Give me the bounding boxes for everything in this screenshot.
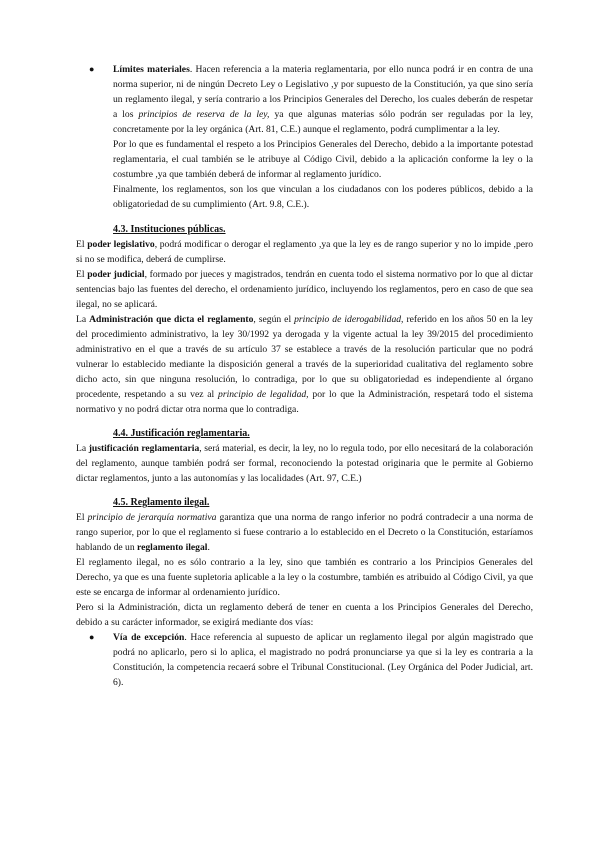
text: ya que algunas materias sólo podrán ser reguladas por la ley, concretamente por la ley orgánica (Art. 81, C.E.) aunque el reglamento, podrá cumplimentar a la ley. — [113, 109, 533, 135]
text: . Hace referencia al supuesto de aplicar un reglamento ilegal por algún magistrado que podrá no aplicarlo, pero si lo aplica, el magistrado no podrá pronunciarse ya que si la ley es contraria a la Constitución, la competencia recaerá sobre el Tribunal Constitucional. (Ley Orgánica del Poder Judicial, art. 6). — [113, 632, 533, 688]
term-poder-legislativo: poder legislativo — [87, 239, 155, 250]
bullet-via-excepcion — [76, 630, 533, 690]
text: El — [76, 239, 88, 250]
paragraph: El reglamento ilegal, no es sólo contrario a la ley, sino que también es contrario a los Principios Generales del Derecho, ya que es una fuente supletoria aplicable a la ley o la costumbre, también es atribuido al Código Civil, ya que este se encarga de informar al ordenamiento jurídico. — [76, 557, 533, 598]
paragraph: Por lo que es fundamental el respeto a los Principios Generales del Derecho, debido a la importante potestad reglamentaria, el cual también se le atribuye al Código Civil, debido a la aplicación conforme la ley o la costumbre ,ya que también deberá de informar al reglamento jurídico. — [113, 139, 533, 180]
text: El — [76, 269, 88, 280]
paragraph: Finalmente, los reglamentos, son los que vinculan a los ciudadanos con los poderes públicos, debido a la obligatoriedad de su cumplimiento (Art. 9.8, C.E.). — [113, 184, 533, 210]
term-via-excepcion: Vía de excepción — [113, 632, 185, 643]
paragraph: Pero si la Administración, dicta un reglamento deberá de tener en cuenta a los Principios Generales del Derecho, debido a su carácter informador, se exigirá mediante dos vías: — [76, 602, 533, 628]
text: La — [76, 314, 90, 325]
bullet-icon: ● — [89, 64, 95, 74]
term-justificacion: justificación reglamentaria — [88, 443, 200, 454]
text: por lo que la Administración, respetará todo el sistema normativo y no podrá dictar otra norma que lo contradiga. — [76, 389, 533, 415]
text: , formado por jueces y magistrados, tendrán en cuenta todo el sistema normativo por lo que al dictar sentencias bajo las fuentes del derecho, el ordenamiento jurídico, incluyendo los reglamentos, pero en caso de que sea ilegal, no se aplicará. — [76, 269, 533, 310]
bullet-icon: ● — [89, 632, 95, 642]
document-page — [76, 62, 533, 690]
text: La — [76, 443, 89, 454]
paragraph-jerarquia — [76, 510, 533, 555]
term-reglamento-ilegal: reglamento ilegal — [137, 542, 208, 553]
paragraph-poder-judicial — [76, 267, 533, 312]
paragraph-poder-legislativo — [76, 237, 533, 267]
text: referido en los años 50 en la ley del procedimiento administrativo, la ley 30/1992 ya derogada y la vigente actual la ley 39/2015 del procedimiento administrativo en el que a través de su artículo 37 se establece a través de la resolución particular que no podrá vulnerar lo establecido mediante la disposición general a través de la superioridad cualitativa del reglamento sobre dicho acto, sin que ninguna resolución, lo contradiga, por lo que su obligatoriedad es independiente al órgano procedente, respetando a su vez al — [76, 314, 533, 400]
text: El — [76, 512, 88, 523]
paragraph-justificacion — [76, 441, 533, 486]
text: . — [207, 542, 210, 553]
text: , será material, es decir, la ley, no lo regula todo, por ello necesitará de la colaboración del reglamento, aunque también podrá ser formal, reconociendo la potestad originaria que le permite al Gobierno dictar reglamentos, junto a las autonomías y las localidades (Art. 97, C.E.) — [76, 443, 533, 484]
text: , según el — [253, 314, 295, 325]
heading-4-4: 4.4. Justificación reglamentaria. — [113, 428, 250, 439]
term-poder-judicial: poder judicial — [87, 269, 145, 280]
text: garantiza que una norma de rango inferior no podrá contradecir a una norma de rango superior, por lo que el reglamento si fuese contrario a lo establecido en el Decreto o la Constitución, estaríamos hablando de un — [76, 512, 533, 553]
italic-term: principios de reserva de la ley, — [138, 109, 270, 120]
text: . Hacen referencia a la materia reglamentaria, por ello nunca podrá ir en contra de una norma superior, ni de ningún Decreto Ley o Legislativo ,y por supuesto de la Constitución, ya que sino sería un reglamento ilegal, y sería contrario a los Principios Generales del Derecho, los cuales deberán de respetar a los — [113, 64, 533, 120]
paragraph-administracion — [76, 312, 533, 417]
italic-term: principio de jerarquía normativa — [87, 512, 217, 523]
heading-4-5: 4.5. Reglamento ilegal. — [113, 497, 210, 508]
italic-term: principio de iderogabilidad, — [294, 314, 404, 325]
heading-4-3: 4.3. Instituciones públicas. — [113, 224, 226, 235]
bullet-limites-materiales — [76, 62, 533, 137]
term-limites-materiales: Límites materiales — [113, 64, 190, 75]
italic-term: principio de legalidad, — [218, 389, 309, 400]
text: , podrá modificar o derogar el reglamento ,ya que la ley es de rango superior y no lo impide ,pero si no se modifica, deberá de cumplirse. — [76, 239, 533, 265]
term-administracion: Administración que dicta el reglamento — [89, 314, 254, 325]
